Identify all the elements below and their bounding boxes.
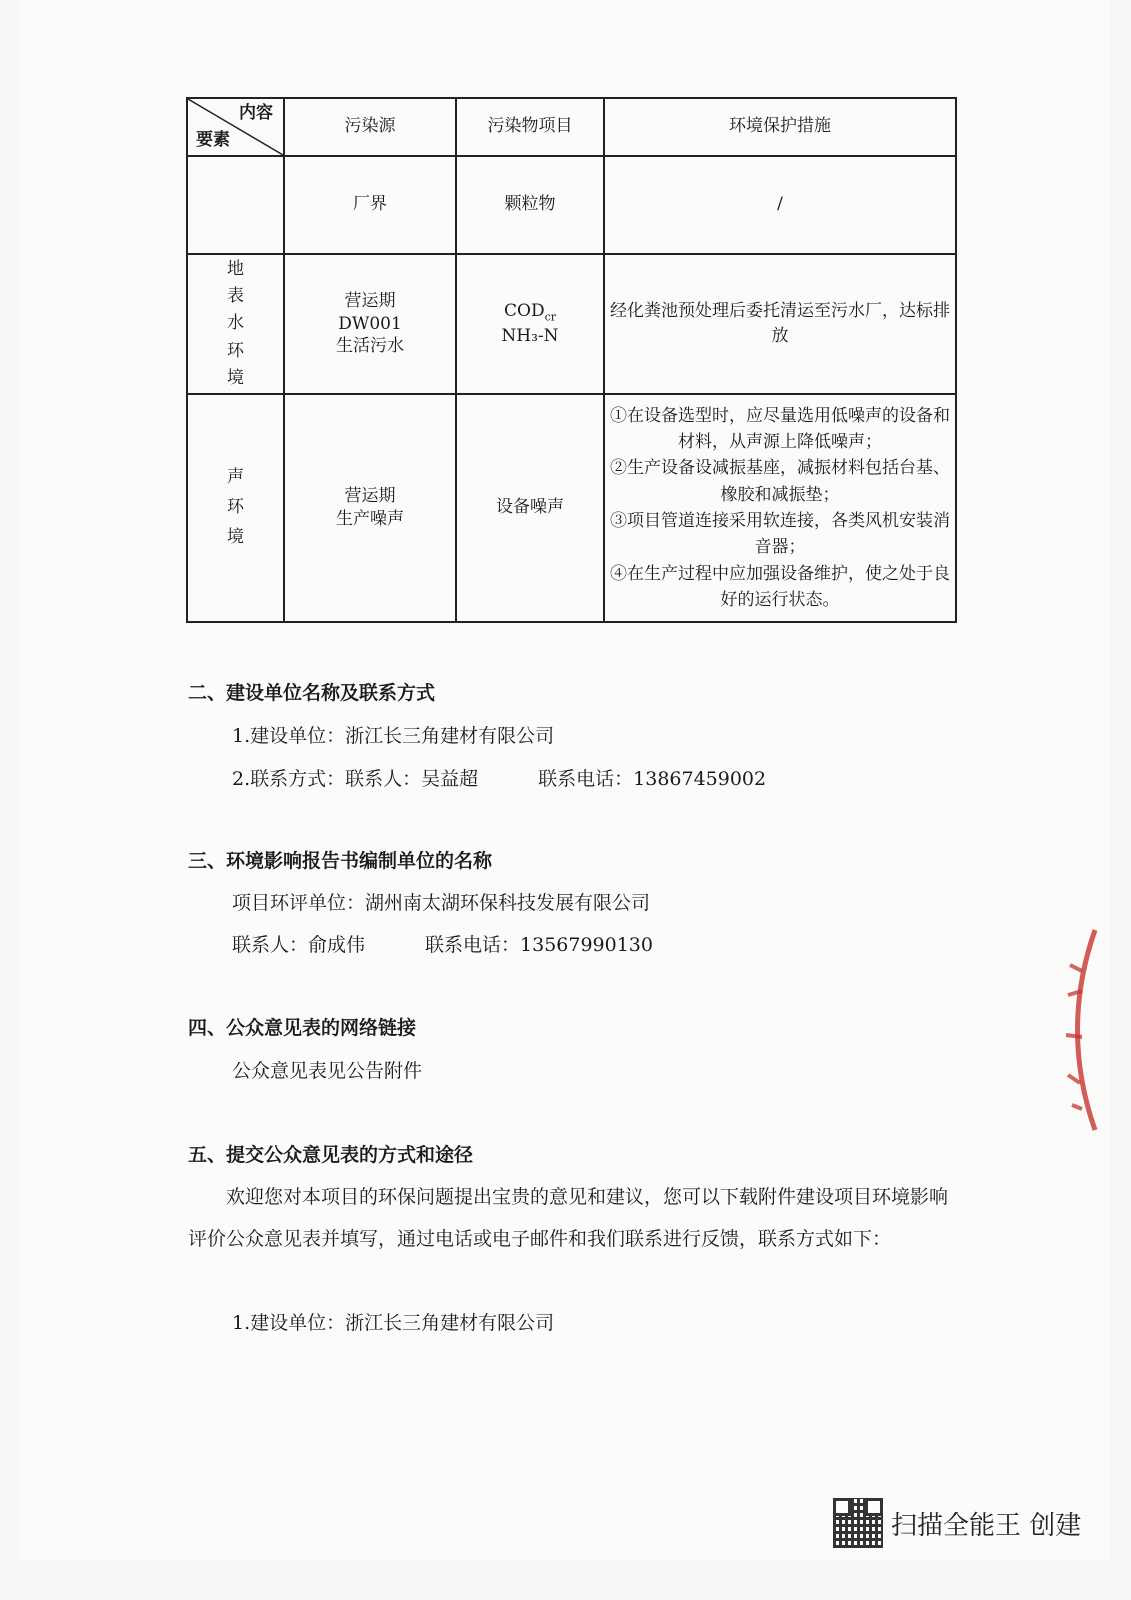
section-2-title: 二、建设单位名称及联系方式 (188, 682, 436, 704)
qr-code-icon (833, 1498, 883, 1548)
header-source: 污染源 (284, 98, 456, 156)
red-seal-fragment (1040, 925, 1100, 1135)
header-measure: 环境保护措施 (604, 98, 956, 156)
section-4-title: 四、公众意见表的网络链接 (188, 1017, 417, 1039)
row-measure: / (604, 156, 956, 254)
watermark-text: 扫描全能王 创建 (891, 1510, 1082, 1541)
s5-company: 1.建设单位：浙江长三角建材有限公司 (232, 1312, 555, 1334)
section-5-title: 五、提交公众意见表的方式和途径 (188, 1144, 474, 1166)
pollution-measures-table (186, 97, 957, 623)
header-element-label: 要素 (196, 129, 230, 150)
row-element: 声环境 (187, 394, 284, 622)
s5-paragraph: 欢迎您对本项目的环保问题提出宝贵的意见和建议，您可以下载附件建设项目环境影响评价公众意见表并填写，通过电话或电子邮件和我们联系进行反馈，联系方式如下： (188, 1186, 949, 1250)
row-measure: ①在设备选型时，应尽量选用低噪声的设备和材料，从声源上降低噪声； ②生产设备设减振基座，减振材料包括台基、橡胶和减振垫； ③项目管道连接采用软连接，各类风机安装消音器； ④在生产过程中应加强设备维护，使之处于良好的运行状态。 (604, 394, 956, 622)
s4-link: 公众意见表见公告附件 (232, 1060, 423, 1082)
s2-company: 1.建设单位：浙江长三角建材有限公司 (232, 725, 555, 747)
row-source: 营运期 DW001 生活污水 (284, 254, 456, 394)
table-row (187, 156, 956, 254)
s3-contact: 联系人：俞成伟 联系电话：13567990130 (232, 934, 653, 956)
row-measure: 经化粪池预处理后委托清运至污水厂，达标排放 (604, 254, 956, 394)
section-3-title: 三、环境影响报告书编制单位的名称 (188, 850, 493, 872)
row-pollutant: 设备噪声 (456, 394, 604, 622)
row-source: 营运期 生产噪声 (284, 394, 456, 622)
row-source: 厂界 (284, 156, 456, 254)
table-row (187, 394, 956, 622)
diagonal-header-cell (187, 98, 284, 156)
s3-company: 项目环评单位：湖州南太湖环保科技发展有限公司 (232, 892, 651, 914)
row-pollutant: 颗粒物 (456, 156, 604, 254)
row-element (187, 156, 284, 254)
header-content-label: 内容 (239, 103, 273, 123)
scanner-watermark (833, 1498, 1081, 1548)
table-header-row (187, 98, 956, 156)
header-pollutant: 污染物项目 (456, 98, 604, 156)
s2-contact: 2.联系方式：联系人：吴益超 联系电话：13867459002 (232, 768, 767, 790)
row-pollutant: $COD_{cr}$ NH₃-N (456, 254, 604, 394)
table-row (187, 254, 956, 394)
row-element: 地表水环境 (187, 254, 284, 394)
